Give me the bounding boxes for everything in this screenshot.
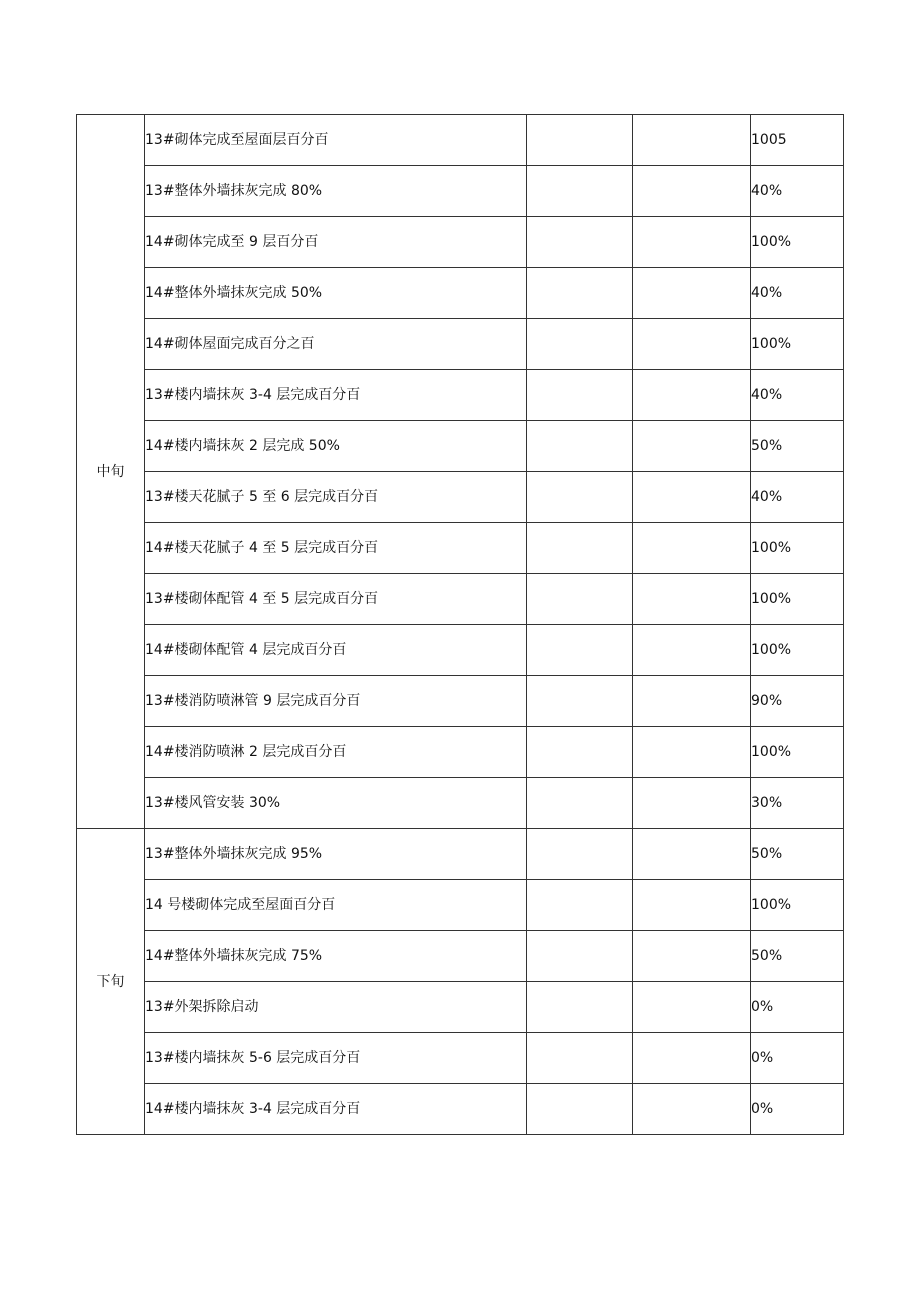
empty-cell bbox=[527, 370, 633, 421]
table-row bbox=[77, 880, 844, 931]
empty-cell bbox=[527, 1084, 633, 1135]
table-row bbox=[77, 115, 844, 166]
task-cell: 14#整体外墙抹灰完成 50% bbox=[145, 268, 527, 319]
table-row bbox=[77, 1084, 844, 1135]
empty-cell bbox=[633, 727, 751, 778]
percent-cell: 100% bbox=[751, 625, 844, 676]
percent-cell: 50% bbox=[751, 829, 844, 880]
task-cell: 13#楼内墙抹灰 5-6 层完成百分百 bbox=[145, 1033, 527, 1084]
task-cell: 13#整体外墙抹灰完成 80% bbox=[145, 166, 527, 217]
empty-cell bbox=[633, 472, 751, 523]
percent-cell: 100% bbox=[751, 727, 844, 778]
empty-cell bbox=[527, 574, 633, 625]
table-row bbox=[77, 574, 844, 625]
empty-cell bbox=[633, 880, 751, 931]
empty-cell bbox=[527, 166, 633, 217]
percent-cell: 0% bbox=[751, 1084, 844, 1135]
percent-cell: 100% bbox=[751, 217, 844, 268]
task-cell: 14#砌体屋面完成百分之百 bbox=[145, 319, 527, 370]
percent-cell: 40% bbox=[751, 472, 844, 523]
percent-cell: 100% bbox=[751, 319, 844, 370]
progress-table bbox=[76, 114, 844, 1135]
table-row bbox=[77, 166, 844, 217]
task-cell: 14#楼天花腻子 4 至 5 层完成百分百 bbox=[145, 523, 527, 574]
empty-cell bbox=[633, 370, 751, 421]
percent-cell: 100% bbox=[751, 523, 844, 574]
empty-cell bbox=[527, 217, 633, 268]
table-row bbox=[77, 523, 844, 574]
table-row bbox=[77, 472, 844, 523]
table-row bbox=[77, 727, 844, 778]
empty-cell bbox=[633, 217, 751, 268]
empty-cell bbox=[633, 829, 751, 880]
empty-cell bbox=[633, 115, 751, 166]
task-cell: 13#楼消防喷淋管 9 层完成百分百 bbox=[145, 676, 527, 727]
empty-cell bbox=[633, 778, 751, 829]
table-row bbox=[77, 217, 844, 268]
empty-cell bbox=[527, 931, 633, 982]
task-cell: 14#砌体完成至 9 层百分百 bbox=[145, 217, 527, 268]
percent-cell: 1005 bbox=[751, 115, 844, 166]
progress-table-body bbox=[77, 115, 844, 1135]
empty-cell bbox=[633, 676, 751, 727]
empty-cell bbox=[527, 268, 633, 319]
empty-cell bbox=[633, 982, 751, 1033]
table-row bbox=[77, 1033, 844, 1084]
table-row bbox=[77, 370, 844, 421]
percent-cell: 40% bbox=[751, 268, 844, 319]
task-cell: 14#楼内墙抹灰 2 层完成 50% bbox=[145, 421, 527, 472]
empty-cell bbox=[633, 574, 751, 625]
empty-cell bbox=[633, 1033, 751, 1084]
percent-cell: 90% bbox=[751, 676, 844, 727]
task-cell: 14#楼消防喷淋 2 层完成百分百 bbox=[145, 727, 527, 778]
period-cell: 下旬 bbox=[77, 829, 145, 1135]
empty-cell bbox=[527, 727, 633, 778]
percent-cell: 100% bbox=[751, 574, 844, 625]
percent-cell: 0% bbox=[751, 982, 844, 1033]
percent-cell: 0% bbox=[751, 1033, 844, 1084]
empty-cell bbox=[633, 421, 751, 472]
empty-cell bbox=[527, 778, 633, 829]
empty-cell bbox=[527, 115, 633, 166]
table-row bbox=[77, 676, 844, 727]
table-row bbox=[77, 982, 844, 1033]
empty-cell bbox=[527, 880, 633, 931]
task-cell: 13#楼风管安装 30% bbox=[145, 778, 527, 829]
empty-cell bbox=[633, 523, 751, 574]
empty-cell bbox=[633, 625, 751, 676]
percent-cell: 50% bbox=[751, 421, 844, 472]
empty-cell bbox=[527, 421, 633, 472]
task-cell: 13#楼天花腻子 5 至 6 层完成百分百 bbox=[145, 472, 527, 523]
empty-cell bbox=[527, 472, 633, 523]
empty-cell bbox=[527, 523, 633, 574]
empty-cell bbox=[633, 319, 751, 370]
empty-cell bbox=[633, 268, 751, 319]
task-cell: 13#整体外墙抹灰完成 95% bbox=[145, 829, 527, 880]
percent-cell: 40% bbox=[751, 166, 844, 217]
period-cell: 中旬 bbox=[77, 115, 145, 829]
task-cell: 14#整体外墙抹灰完成 75% bbox=[145, 931, 527, 982]
task-cell: 14#楼砌体配管 4 层完成百分百 bbox=[145, 625, 527, 676]
percent-cell: 30% bbox=[751, 778, 844, 829]
table-row bbox=[77, 268, 844, 319]
empty-cell bbox=[633, 931, 751, 982]
table-row bbox=[77, 829, 844, 880]
empty-cell bbox=[527, 1033, 633, 1084]
table-row bbox=[77, 931, 844, 982]
empty-cell bbox=[527, 625, 633, 676]
percent-cell: 100% bbox=[751, 880, 844, 931]
empty-cell bbox=[633, 166, 751, 217]
task-cell: 14#楼内墙抹灰 3-4 层完成百分百 bbox=[145, 1084, 527, 1135]
empty-cell bbox=[527, 829, 633, 880]
table-row bbox=[77, 319, 844, 370]
task-cell: 13#砌体完成至屋面层百分百 bbox=[145, 115, 527, 166]
task-cell: 13#楼砌体配管 4 至 5 层完成百分百 bbox=[145, 574, 527, 625]
empty-cell bbox=[633, 1084, 751, 1135]
table-row bbox=[77, 421, 844, 472]
empty-cell bbox=[527, 676, 633, 727]
table-row bbox=[77, 625, 844, 676]
table-row bbox=[77, 778, 844, 829]
percent-cell: 50% bbox=[751, 931, 844, 982]
task-cell: 14 号楼砌体完成至屋面百分百 bbox=[145, 880, 527, 931]
empty-cell bbox=[527, 982, 633, 1033]
task-cell: 13#楼内墙抹灰 3-4 层完成百分百 bbox=[145, 370, 527, 421]
percent-cell: 40% bbox=[751, 370, 844, 421]
empty-cell bbox=[527, 319, 633, 370]
task-cell: 13#外架拆除启动 bbox=[145, 982, 527, 1033]
